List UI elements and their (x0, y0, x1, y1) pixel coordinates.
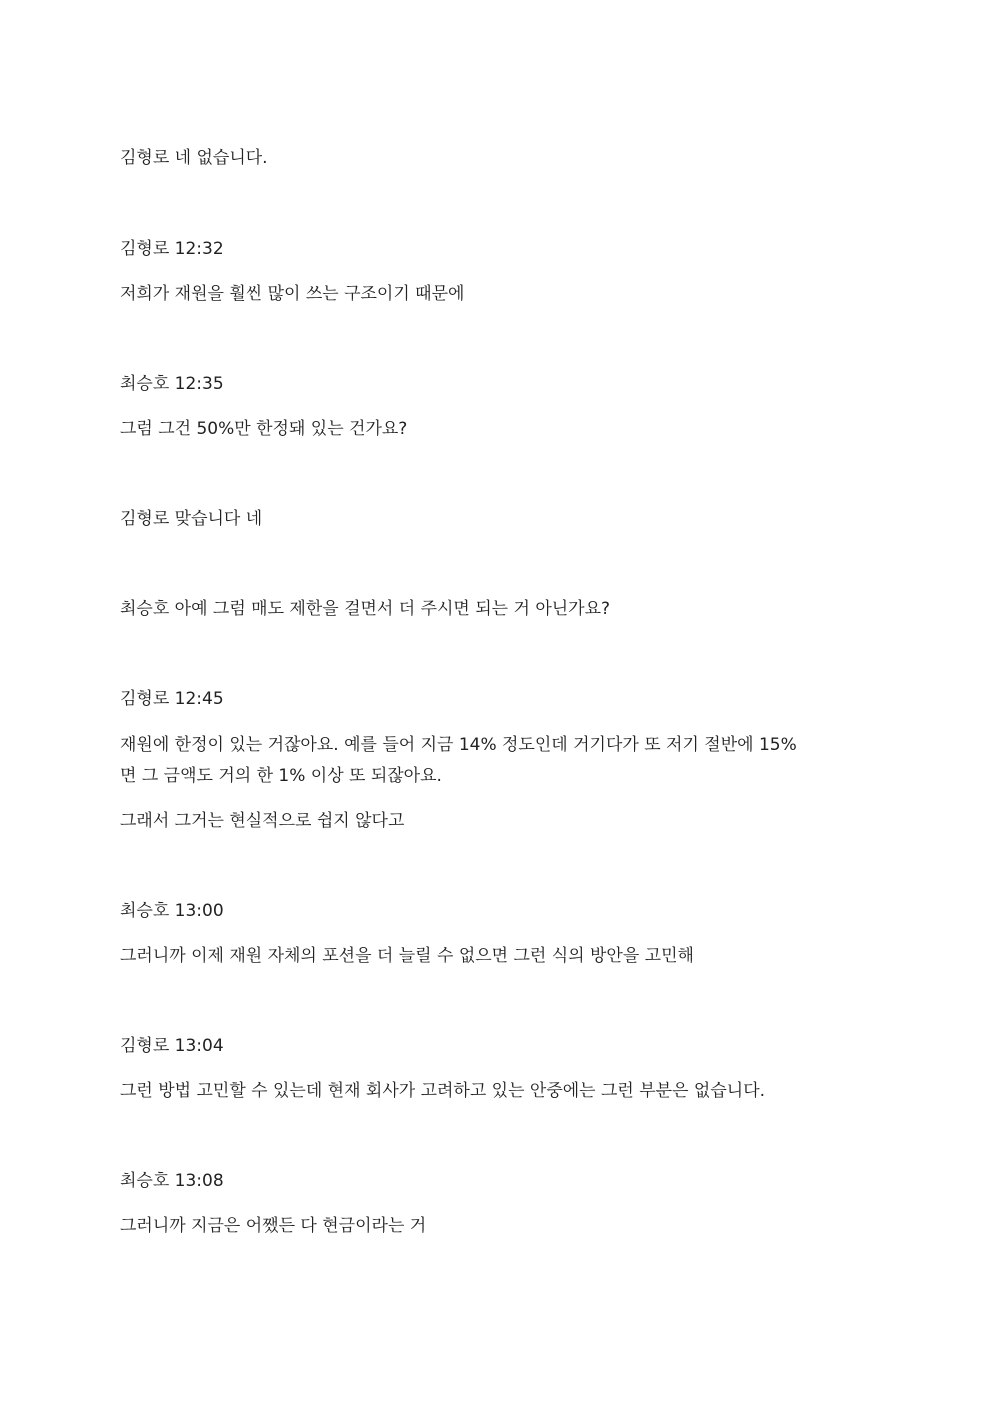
transcript-line: 그러니까 이제 재원 자체의 포션을 더 늘릴 수 없으면 그런 식의 방안을 고민해 (120, 946, 694, 966)
transcript-line: 그러니까 지금은 어쨌든 다 현금이라는 거 (120, 1216, 427, 1236)
transcript-line: 면 그 금액도 거의 한 1% 이상 또 되잖아요. (120, 766, 442, 786)
transcript-line: 저희가 재원을 훨씬 많이 쓰는 구조이기 때문에 (120, 284, 465, 304)
transcript-line: 최승호 아예 그럼 매도 제한을 걸면서 더 주시면 되는 거 아닌가요? (120, 599, 611, 619)
transcript-line: 김형로 맞습니다 네 (120, 509, 263, 529)
transcript-line: 재원에 한정이 있는 거잖아요. 예를 들어 지금 14% 정도인데 거기다가 또 저기 절반에 15% (120, 735, 797, 755)
speaker-timestamp: 김형로 12:32 (120, 239, 224, 259)
speaker-timestamp: 최승호 13:00 (120, 901, 224, 921)
transcript-line: 그래서 그거는 현실적으로 쉽지 않다고 (120, 811, 405, 831)
transcript-line: 그런 방법 고민할 수 있는데 현재 회사가 고려하고 있는 안중에는 그런 부분은 없습니다. (120, 1081, 766, 1101)
speaker-timestamp: 최승호 13:08 (120, 1171, 224, 1191)
transcript-line: 그럼 그건 50%만 한정돼 있는 건가요? (120, 419, 408, 439)
speaker-timestamp: 김형로 13:04 (120, 1036, 224, 1056)
speaker-timestamp: 최승호 12:35 (120, 374, 224, 394)
speaker-timestamp: 김형로 12:45 (120, 689, 224, 709)
transcript-line: 김형로 네 없습니다. (120, 148, 268, 168)
